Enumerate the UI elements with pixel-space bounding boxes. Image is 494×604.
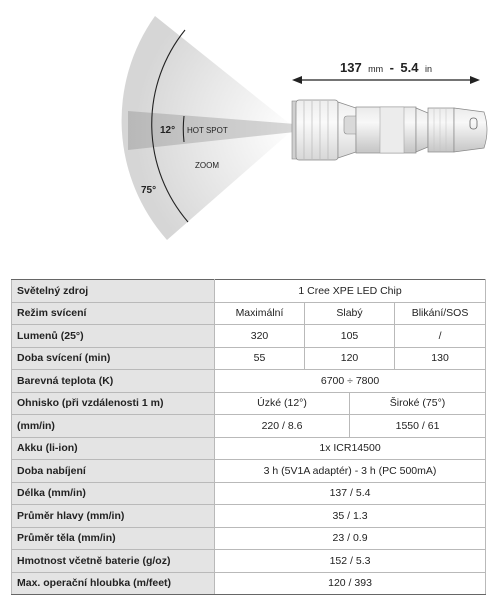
flashlight-beam-diagram bbox=[0, 0, 494, 270]
spec-value: 220 / 8.6 bbox=[215, 415, 350, 438]
spec-label: Délka (mm/in) bbox=[12, 482, 215, 505]
spec-value: 23 / 0.9 bbox=[215, 527, 486, 550]
spec-label: Režim svícení bbox=[12, 302, 215, 325]
length-dimension-label bbox=[340, 59, 432, 76]
zoom-label: ZOOM bbox=[195, 161, 219, 170]
spec-value: 105 bbox=[305, 325, 395, 348]
spec-label: Akku (li-ion) bbox=[12, 437, 215, 460]
spec-row bbox=[12, 460, 486, 483]
spec-row bbox=[12, 505, 486, 528]
spec-row bbox=[12, 370, 486, 393]
spec-row bbox=[12, 482, 486, 505]
spec-row bbox=[12, 280, 486, 303]
spec-value: Široké (75°) bbox=[350, 392, 486, 415]
spec-row bbox=[12, 437, 486, 460]
spec-row bbox=[12, 572, 486, 595]
spec-label: Doba nabíjení bbox=[12, 460, 215, 483]
length-separator: - bbox=[389, 60, 394, 75]
spec-row bbox=[12, 347, 486, 370]
narrow-angle-label: 12° bbox=[160, 125, 176, 136]
spec-value: Slabý bbox=[305, 302, 395, 325]
spec-row bbox=[12, 392, 486, 415]
spec-label: Hmotnost včetně baterie (g/oz) bbox=[12, 550, 215, 573]
spec-value: / bbox=[395, 325, 486, 348]
spec-value: Maximální bbox=[215, 302, 305, 325]
spec-label: Světelný zdroj bbox=[12, 280, 215, 303]
spec-label: Barevná teplota (K) bbox=[12, 370, 215, 393]
spec-label: Max. operační hloubka (m/feet) bbox=[12, 572, 215, 595]
spec-value: 1 Cree XPE LED Chip bbox=[215, 280, 486, 303]
spec-value: 35 / 1.3 bbox=[215, 505, 486, 528]
spec-label: Průměr hlavy (mm/in) bbox=[12, 505, 215, 528]
wide-angle-label: 75° bbox=[141, 185, 157, 196]
spec-label: Průměr těla (mm/in) bbox=[12, 527, 215, 550]
spec-row bbox=[12, 550, 486, 573]
spec-value: Úzké (12°) bbox=[215, 392, 350, 415]
spec-value: 1x ICR14500 bbox=[215, 437, 486, 460]
length-dimension-arrow bbox=[292, 76, 480, 84]
spec-row bbox=[12, 415, 486, 438]
spec-row bbox=[12, 325, 486, 348]
length-in-unit: in bbox=[424, 64, 432, 74]
spec-value: 120 / 393 bbox=[215, 572, 486, 595]
spec-table bbox=[11, 279, 486, 595]
spec-value: 6700 ÷ 7800 bbox=[215, 370, 486, 393]
hotspot-label: HOT SPOT bbox=[187, 126, 228, 135]
spec-value: 1550 / 61 bbox=[350, 415, 486, 438]
spec-value: 137 / 5.4 bbox=[215, 482, 486, 505]
spec-table-body bbox=[12, 280, 486, 595]
spec-row bbox=[12, 527, 486, 550]
length-mm-unit: mm bbox=[368, 64, 384, 74]
length-mm-value: 137 bbox=[340, 60, 362, 75]
spec-value: 152 / 5.3 bbox=[215, 550, 486, 573]
spec-row bbox=[12, 302, 486, 325]
spec-value: 3 h (5V1A adaptér) - 3 h (PC 500mA) bbox=[215, 460, 486, 483]
spec-label: Ohnisko (při vzdálenosti 1 m) bbox=[12, 392, 215, 415]
spec-value: 130 bbox=[395, 347, 486, 370]
spec-value: 55 bbox=[215, 347, 305, 370]
spec-value: 120 bbox=[305, 347, 395, 370]
spec-label: (mm/in) bbox=[12, 415, 215, 438]
flashlight-illustration bbox=[292, 100, 487, 160]
spec-value: Blikání/SOS bbox=[395, 302, 486, 325]
length-in-value: 5.4 bbox=[400, 60, 419, 75]
spec-label: Lumenů (25°) bbox=[12, 325, 215, 348]
spec-value: 320 bbox=[215, 325, 305, 348]
spec-label: Doba svícení (min) bbox=[12, 347, 215, 370]
